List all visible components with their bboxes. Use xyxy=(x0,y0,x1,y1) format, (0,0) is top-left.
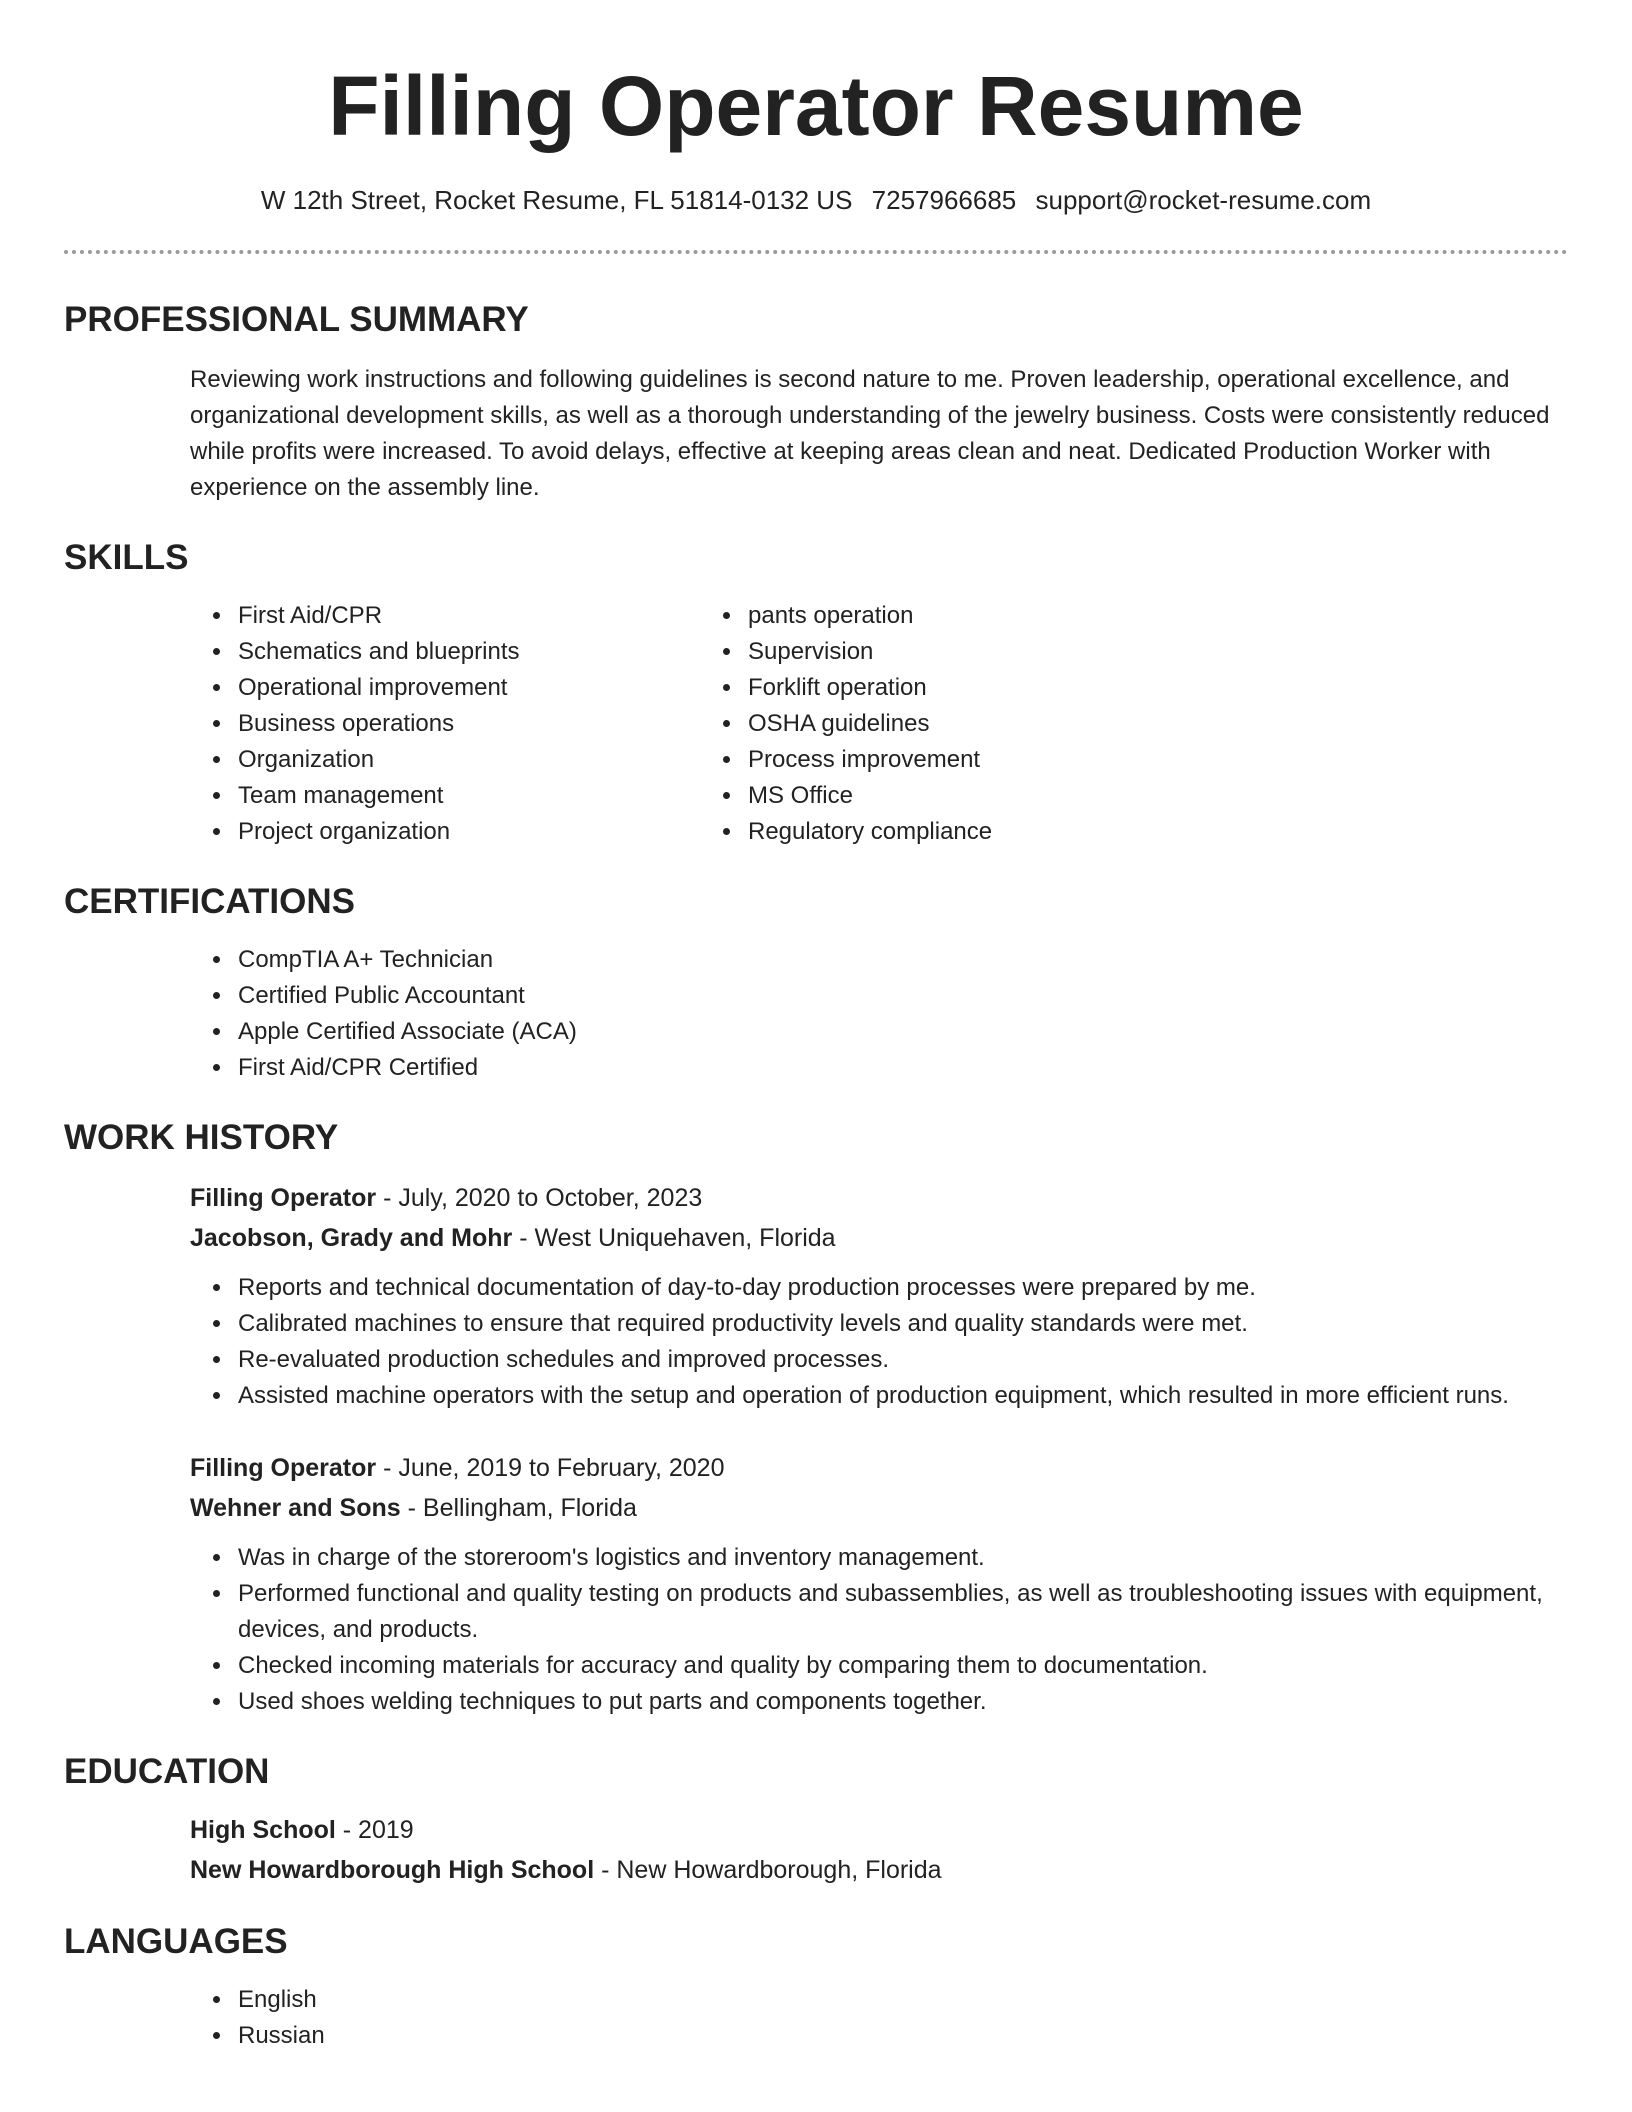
job-company-line xyxy=(190,1218,1568,1258)
certification-item: • CompTIA A+ Technician xyxy=(234,942,1568,978)
skill-item: • Project organization xyxy=(234,814,744,850)
contact-line xyxy=(64,182,1568,218)
language-item: • English xyxy=(234,1982,1568,2018)
skill-item: • First Aid/CPR xyxy=(234,598,744,634)
certification-item: • First Aid/CPR Certified xyxy=(234,1050,1568,1086)
skill-item: • Team management xyxy=(234,778,744,814)
education-section xyxy=(64,1750,1568,1890)
job-company-line xyxy=(190,1488,1568,1528)
skill-item: • Operational improvement xyxy=(234,670,744,706)
skill-item: • Regulatory compliance xyxy=(744,814,992,850)
job-entry xyxy=(190,1178,1568,1414)
job-title: Filling Operator xyxy=(190,1184,377,1212)
job-title-line xyxy=(190,1178,1568,1218)
summary-text: Reviewing work instructions and following guidelines is second nature to me. Proven leadership, operational excellence, and organizational development skills, as well as a thorough understanding of the jewelry business. Costs were consistently reduced while profits were increased. To avoid delays, effective at keeping areas clean and neat. Dedicated Production Worker with experience on the assembly line. xyxy=(190,366,1550,501)
education-entry xyxy=(190,1810,1568,1890)
skill-item: • Business operations xyxy=(234,706,744,742)
contact-phone: 7257966685 xyxy=(871,185,1017,215)
job-duty: • Was in charge of the storeroom's logistics and inventory management. xyxy=(234,1540,1568,1576)
job-duty: • Performed functional and quality testing on products and subassemblies, as well as troubleshooting issues with equipment, devices, and products. xyxy=(234,1576,1568,1648)
job-entry xyxy=(190,1448,1568,1720)
contact-address: W 12th Street, Rocket Resume, FL 51814-0132 US xyxy=(260,185,853,215)
job-duty: • Calibrated machines to ensure that required productivity levels and quality standards were met. xyxy=(234,1306,1568,1342)
job-title-line xyxy=(190,1448,1568,1488)
job-duty: • Used shoes welding techniques to put parts and components together. xyxy=(234,1684,1568,1720)
languages-section xyxy=(64,1920,1568,2054)
certification-item: • Apple Certified Associate (ACA) xyxy=(234,1014,1568,1050)
job-company: Jacobson, Grady and Mohr xyxy=(190,1224,513,1252)
education-degree-line xyxy=(190,1810,1568,1850)
job-title: Filling Operator xyxy=(190,1454,377,1482)
job-dates: - June, 2019 to February, 2020 xyxy=(376,1454,725,1482)
skill-item: • Supervision xyxy=(744,634,992,670)
language-item: • Russian xyxy=(234,2018,1568,2054)
work-history-section xyxy=(64,1116,1568,1720)
contact-email: support@rocket-resume.com xyxy=(1035,185,1372,215)
languages-heading: LANGUAGES xyxy=(64,1922,288,1961)
skill-item: • pants operation xyxy=(744,598,992,634)
skills-list-left xyxy=(64,598,744,850)
job-duties-list xyxy=(190,1540,1568,1720)
job-duty: • Checked incoming materials for accuracy and quality by comparing them to documentation. xyxy=(234,1648,1568,1684)
skills-columns xyxy=(64,598,1568,850)
skill-item: • Schematics and blueprints xyxy=(234,634,744,670)
skill-item: • Process improvement xyxy=(744,742,992,778)
skill-item: • MS Office xyxy=(744,778,992,814)
certifications-section xyxy=(64,880,1568,1086)
skills-heading: SKILLS xyxy=(64,538,189,577)
job-company: Wehner and Sons xyxy=(190,1494,401,1522)
resume-title: Filling Operator Resume xyxy=(328,59,1304,153)
work-history-heading: WORK HISTORY xyxy=(64,1118,339,1157)
skill-item: • Organization xyxy=(234,742,744,778)
job-duty: • Re-evaluated production schedules and improved processes. xyxy=(234,1342,1568,1378)
skill-item: • Forklift operation xyxy=(744,670,992,706)
skills-list-right xyxy=(744,598,992,850)
job-duty: • Assisted machine operators with the setup and operation of production equipment, which resulted in more efficient runs. xyxy=(234,1378,1568,1414)
job-location: - West Uniquehaven, Florida xyxy=(512,1224,836,1252)
education-heading: EDUCATION xyxy=(64,1752,270,1791)
education-location: - New Howardborough, Florida xyxy=(594,1856,942,1884)
education-school: New Howardborough High School xyxy=(190,1856,595,1884)
certifications-list xyxy=(64,942,1568,1086)
job-dates: - July, 2020 to October, 2023 xyxy=(376,1184,703,1212)
skill-item: • OSHA guidelines xyxy=(744,706,992,742)
education-degree: High School xyxy=(190,1816,336,1844)
summary-heading: PROFESSIONAL SUMMARY xyxy=(64,300,529,339)
job-duties-list xyxy=(190,1270,1568,1414)
skills-section xyxy=(64,536,1568,850)
certification-item: • Certified Public Accountant xyxy=(234,978,1568,1014)
job-duty: • Reports and technical documentation of day-to-day production processes were prepared by me. xyxy=(234,1270,1568,1306)
languages-list xyxy=(64,1982,1568,2054)
certifications-heading: CERTIFICATIONS xyxy=(64,882,356,921)
header-divider xyxy=(64,250,1568,254)
job-location: - Bellingham, Florida xyxy=(400,1494,637,1522)
education-school-line xyxy=(190,1850,1568,1890)
education-year: - 2019 xyxy=(335,1816,414,1844)
